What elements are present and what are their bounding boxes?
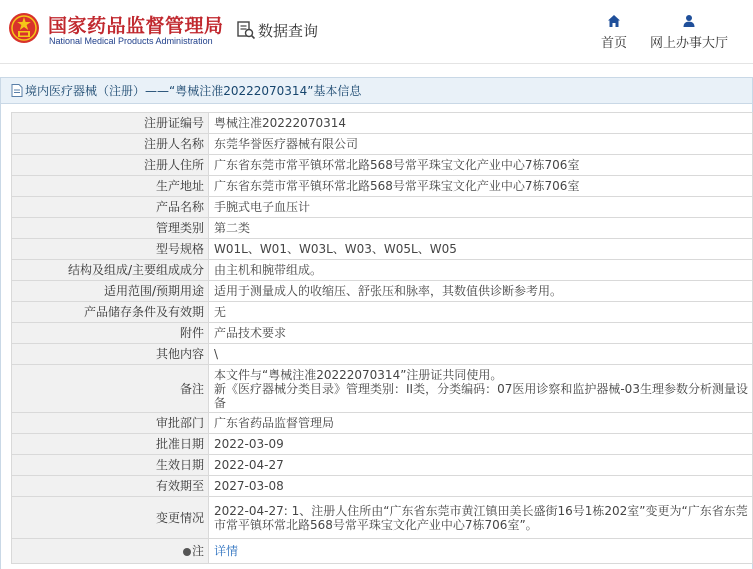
- field-label: 有效期至: [12, 476, 209, 497]
- field-label: 其他内容: [12, 344, 209, 365]
- field-value: 东莞华誉医疗器械有限公司: [209, 134, 753, 155]
- table-row: [12, 344, 753, 365]
- nav-online-office[interactable]: [649, 14, 729, 51]
- note-label: 注: [191, 544, 204, 558]
- field-label: 产品储存条件及有效期: [12, 302, 209, 323]
- table-row: [12, 176, 753, 197]
- field-value: 2027-03-08: [209, 476, 753, 497]
- field-label: [12, 539, 209, 564]
- table-row: [12, 476, 753, 497]
- table-row: [12, 134, 753, 155]
- field-label: 型号规格: [12, 239, 209, 260]
- field-value: 粤械注准20222070314: [209, 113, 753, 134]
- table-row: [12, 365, 753, 413]
- table-row: [12, 413, 753, 434]
- remark-line: 新《医疗器械分类目录》管理类别：II类，分类编码：07医用诊察和监护器械-03生理参数分析测量设备: [214, 381, 748, 410]
- table-row: [12, 281, 753, 302]
- table-row: [12, 497, 753, 539]
- table-row: [12, 323, 753, 344]
- field-label: 附件: [12, 323, 209, 344]
- field-label: 变更情况: [12, 497, 209, 539]
- panel-header: [1, 78, 752, 104]
- field-value: 广东省东莞市常平镇环常北路568号常平珠宝文化产业中心7栋706室: [209, 176, 753, 197]
- field-label: 备注: [12, 365, 209, 413]
- table-row: [12, 455, 753, 476]
- table-row: [12, 155, 753, 176]
- field-label: 注册证编号: [12, 113, 209, 134]
- data-query-link[interactable]: [236, 18, 318, 42]
- field-label: 产品名称: [12, 197, 209, 218]
- table-row: [12, 113, 753, 134]
- details-link[interactable]: 详情: [214, 544, 239, 558]
- field-value: 广东省东莞市常平镇环常北路568号常平珠宝文化产业中心7栋706室: [209, 155, 753, 176]
- note-icon: [183, 548, 191, 556]
- user-icon: [682, 14, 696, 28]
- nav-online-office-label: 网上办事大厅: [649, 36, 728, 51]
- registration-info-table: [11, 112, 753, 564]
- data-query-label: 数据查询: [258, 21, 319, 40]
- field-value: 手腕式电子血压计: [209, 197, 753, 218]
- field-value: 广东省药品监督管理局: [209, 413, 753, 434]
- field-label: 注册人住所: [12, 155, 209, 176]
- field-label: 结构及组成/主要组成成分: [12, 260, 209, 281]
- table-row: [12, 434, 753, 455]
- top-header: [0, 0, 753, 64]
- field-label: 注册人名称: [12, 134, 209, 155]
- org-name-en[interactable]: National Medical Products Administration: [49, 36, 213, 46]
- table-row: [12, 197, 753, 218]
- field-value: [209, 539, 753, 564]
- field-value: 无: [209, 302, 753, 323]
- document-search-icon: [236, 20, 256, 40]
- field-value: [209, 365, 753, 413]
- home-icon: [607, 14, 621, 28]
- org-name[interactable]: 国家药品监督管理局: [48, 15, 224, 37]
- field-label: 生效日期: [12, 455, 209, 476]
- field-value: 适用于测量成人的收缩压、舒张压和脉率，其数值供诊断参考用。: [209, 281, 753, 302]
- field-value: 产品技术要求: [209, 323, 753, 344]
- document-icon: [11, 84, 23, 97]
- field-label: 管理类别: [12, 218, 209, 239]
- field-label: 批准日期: [12, 434, 209, 455]
- field-value: \: [209, 344, 753, 365]
- national-emblem-icon: [8, 12, 40, 44]
- table-row: [12, 302, 753, 323]
- nav-home[interactable]: [598, 14, 630, 51]
- field-label: 审批部门: [12, 413, 209, 434]
- field-value: 第二类: [209, 218, 753, 239]
- field-value: 由主机和腕带组成。: [209, 260, 753, 281]
- field-value: 2022-04-27: [209, 455, 753, 476]
- field-label: 生产地址: [12, 176, 209, 197]
- table-row: [12, 260, 753, 281]
- table-row: [12, 239, 753, 260]
- field-value: W01L、W01、W03L、W03、W05L、W05: [209, 239, 753, 260]
- field-value: 2022-04-27: 1、注册人住所由“广东省东莞市黄江镇田美长盛街16号1栋202室”变更为“广东省东莞市常平镇环常北路568号常平珠宝文化产业中心7栋706室”。: [209, 497, 753, 539]
- detail-panel: [0, 77, 753, 569]
- remark-line: 本文件与“粤械注准20222070314”注册证共同使用。: [214, 367, 503, 382]
- table-row: [12, 539, 753, 564]
- panel-title: 境内医疗器械（注册）——“粤械注准20222070314”基本信息: [25, 84, 362, 98]
- nav-home-label: 首页: [600, 36, 627, 51]
- table-row: [12, 218, 753, 239]
- field-label: 适用范围/预期用途: [12, 281, 209, 302]
- field-value: 2022-03-09: [209, 434, 753, 455]
